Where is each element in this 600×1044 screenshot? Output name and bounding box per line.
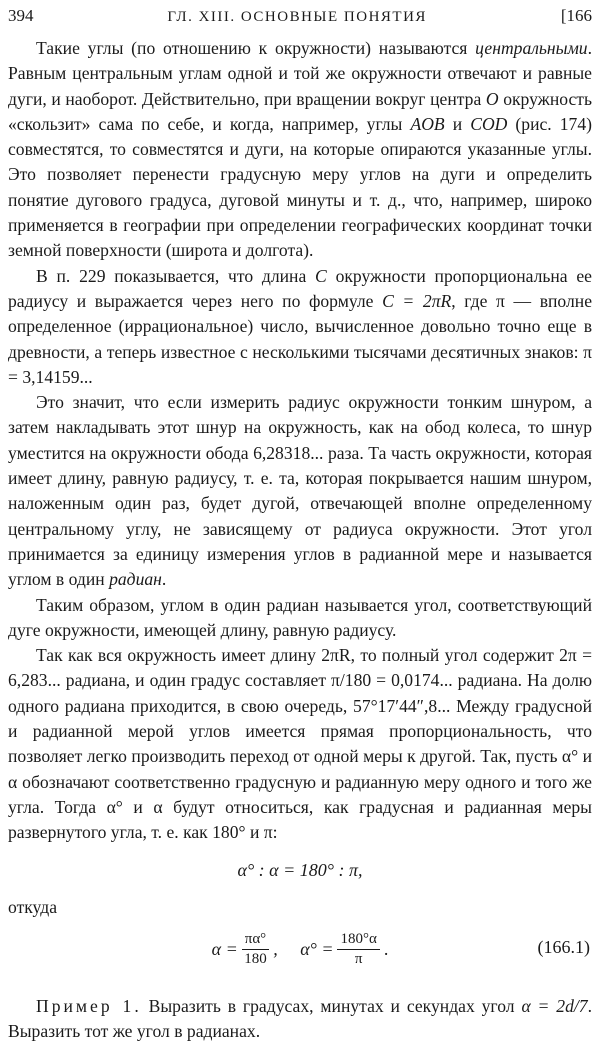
formula-end: . (384, 939, 389, 960)
example-1: Пример 1. Выразить в градусах, минутах и секундах угол α = 2d/7. Выразить тот же угол в радианах. (8, 994, 592, 1044)
paragraph-5: Так как вся окружность имеет длину 2πR, то полный угол содержит 2π = 6,283... радиана, и один градус составляет π/180 = 0,0174... радиана. На долю одного радиана приходится, в свою очередь, 57°17′44″,8... Между градусной и радианной мерой углов имеется прямая пропорциональность, что позволяет легко производить переход от одной меры к другой. Так, пусть α° и α обозначают соответственно градусную и радианную меру одного и того же угла. Тогда α° и α будут относиться, как градусная и радианная меры развернутого угла, т. е. как 180° и π: (8, 643, 592, 845)
formula-lhs: α = (212, 939, 238, 960)
formula-mid: , α° = (273, 939, 333, 960)
formula-proportion: α° : α = 180° : π, (8, 858, 592, 883)
paragraph-1: Такие углы (по отношению к окружности) называются центральными. Равным центральным углам одной и той же окружности отвечают и равные дуги, и наоборот. Действительно, при вращении вокруг центра O окружность «скользит» сама по себе, и когда, например, углы AOB и COD (рис. 174) совместятся, то совместятся и дуги, на которые опираются указанные углы. Это позволяет перенести градусную меру углов на дуги и определить понятие дугового градуса, дуговой минуты и т. д., что, например, широко применяется в географии при определении географических координат точки земной поверхности (широта и долгота). (8, 36, 592, 264)
paragraph-3: Это значит, что если измерить радиус окружности тонким шнуром, а затем накладывать этот шнур на окружность, как на обод колеса, то шнур уместится на окружности обода 6,28318... раза. Та часть окружности, которая имеет длину, равную радиусу, т. е. та, которая покрывается нашим шнуром, наложенным один раз, будет дугой, отвечающей вполне определенному центральному углу, не зависящему от радиуса окружности. Этот угол принимается за единицу измерения углов в радианной мере и называется углом в один радиан. (8, 390, 592, 592)
paragraph-4: Таким образом, углом в один радиан называется угол, соответствующий дуге окружности, имеющей длину, равную радиусу. (8, 593, 592, 644)
word-otkuda: откуда (8, 895, 592, 920)
page-header (8, 6, 592, 26)
section-number: [166 (561, 6, 592, 26)
formula-166-1 (8, 922, 592, 978)
fraction-2: $\frac{180^\circ\alpha}{\pi}$ (337, 931, 379, 968)
chapter-title: ГЛ. XIII. ОСНОВНЫЕ ПОНЯТИЯ (167, 9, 427, 26)
example-label: Пример 1. (36, 996, 142, 1016)
page-body (8, 36, 592, 1044)
paragraph-2: В п. 229 показывается, что длина C окружности пропорциональна ее радиусу и выражается через него по формуле C = 2πR, где π — вполне определенное (иррациональное) число, вычисленное довольно точно еще в древности, а теперь известное с несколькими тысячами десятичных знаков: π = 3,14159... (8, 264, 592, 390)
page-number: 394 (8, 6, 34, 26)
fraction-1: $\frac{\pi\alpha^\circ}{180}$ (242, 931, 269, 968)
equation-number: (166.1) (538, 937, 591, 958)
